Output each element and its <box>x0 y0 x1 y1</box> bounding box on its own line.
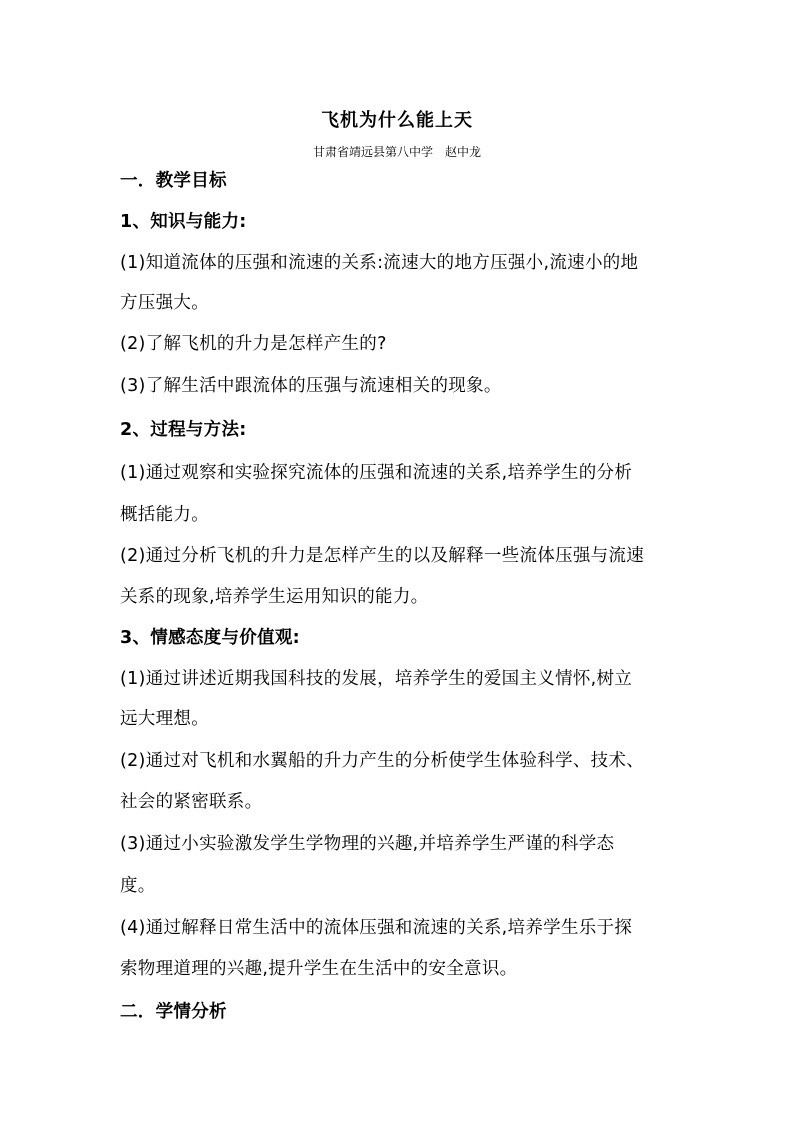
paragraph-line: (3)了解生活中跟流体的压强与流速相关的现象。 <box>120 376 502 396</box>
paragraph-line: (1)通过讲述近期我国科技的发展，培养学生的爱国主义情怀,树立 <box>120 669 633 689</box>
subsection-heading: 2、过程与方法: <box>120 420 247 440</box>
author-line: 甘肃省靖远县第八中学 赵中龙 <box>312 145 481 159</box>
subsection-heading: 1、知识与能力: <box>120 212 247 232</box>
paragraph-line: 社会的紧密联系。 <box>120 792 263 812</box>
paragraph-line: (2)通过分析飞机的升力是怎样产生的以及解释一些流体压强与流速 <box>120 546 645 566</box>
paragraph-line: (3)通过小实验激发学生学物理的兴趣,并培养学生严谨的科学态 <box>120 834 615 854</box>
paragraph-line: (1)知道流体的压强和流速的关系:流速大的地方压强小,流速小的地 <box>120 253 639 273</box>
paragraph-line: (2)通过对飞机和水翼船的升力产生的分析使学生体验科学、技术、 <box>120 751 645 771</box>
paragraph-line: 索物理道理的兴趣,提升学生在生活中的安全意识。 <box>120 959 518 979</box>
document-title: 飞机为什么能上天 <box>321 110 473 131</box>
paragraph-line: 度。 <box>120 876 156 896</box>
paragraph-line: 概括能力。 <box>120 505 209 525</box>
paragraph-line: 远大理想。 <box>120 709 209 729</box>
paragraph-line: (4)通过解释日常生活中的流体压强和流速的关系,培养学生乐于探 <box>120 918 633 938</box>
paragraph-line: 关系的现象,培养学生运用知识的能力。 <box>120 587 429 607</box>
section-heading: 一．教学目标 <box>120 171 227 191</box>
subsection-heading: 3、情感态度与价值观: <box>120 628 300 648</box>
section-heading: 二．学情分析 <box>120 1002 227 1022</box>
paragraph-line: 方压强大。 <box>120 293 209 313</box>
paragraph-line: (2)了解飞机的升力是怎样产生的? <box>120 334 387 354</box>
paragraph-line: (1)通过观察和实验探究流体的压强和流速的关系,培养学生的分析 <box>120 463 633 483</box>
